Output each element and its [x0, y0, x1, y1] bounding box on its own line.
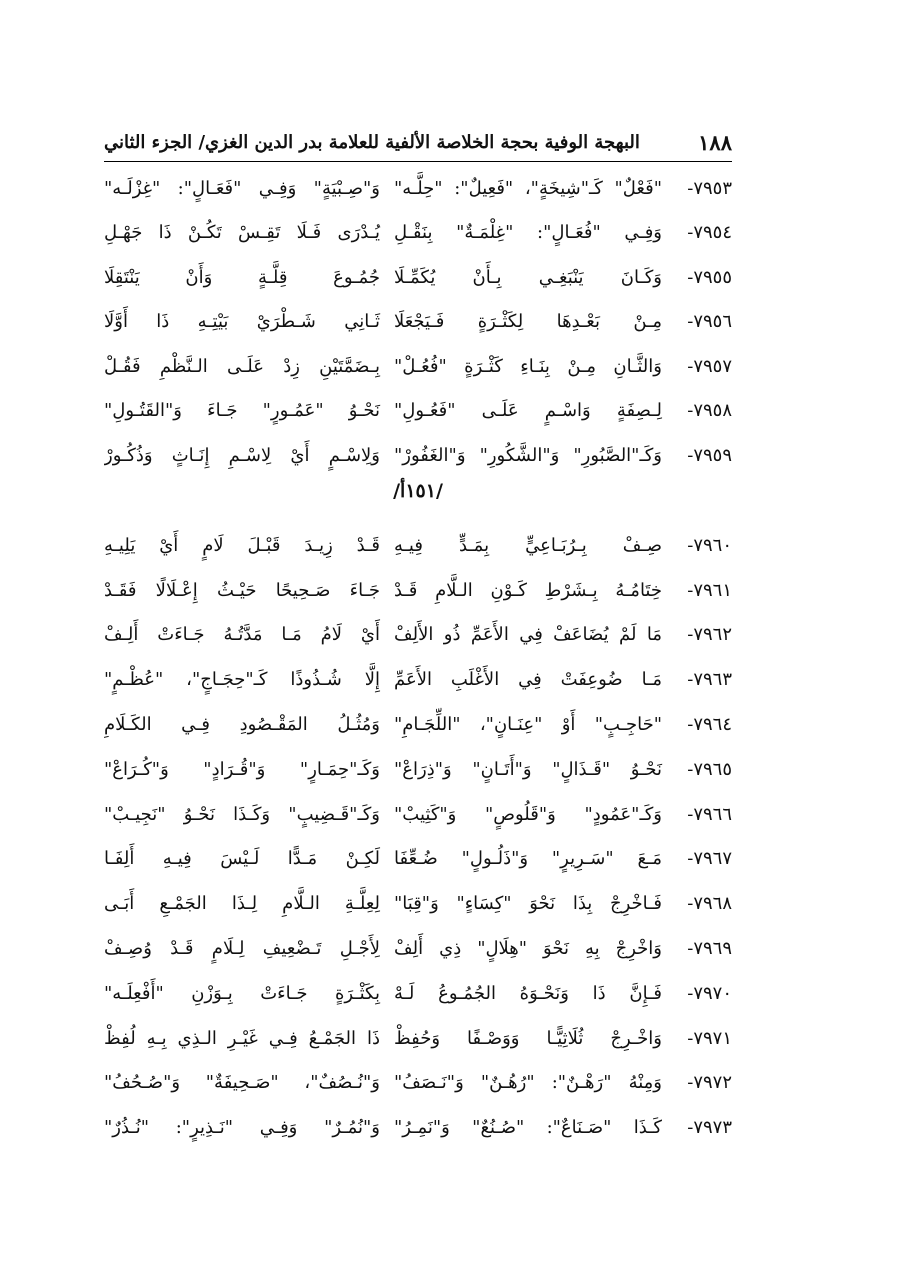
running-title: البهجة الوفية بحجة الخلاصة الألفية للعلامة بدر الدين الغزي/ الجزء الثاني [104, 131, 640, 153]
verse-line [104, 433, 732, 478]
verse-number: ٧٩٦٩- [687, 938, 732, 960]
verse-block-top [104, 166, 732, 478]
verse-line [104, 837, 732, 882]
verse-line [104, 523, 732, 568]
first-hemistich: خِتَامُـهُ بِـشَرْطِ كَـوْنِ الـلَّامِ قَـدْ [394, 579, 662, 601]
verse-line [104, 344, 732, 389]
verse-number: ٧٩٦٠- [687, 534, 732, 556]
verse-number: ٧٩٦٥- [687, 758, 732, 780]
verse-line [104, 568, 732, 613]
verse-number: ٧٩٥٣- [687, 177, 732, 199]
first-hemistich: مَا لَمْ يُضَاعَفْ فِي الأَعَمِّ ذُو الأَلِفْ [394, 624, 662, 646]
second-hemistich: إِلَّا شُـذُوذًا كَـ"حِجَـاجٍ"، "عُظْـمٍ" [104, 669, 380, 691]
first-hemistich: وَكَـ"الصَّبُورِ" وَ"الشَّكُورِ" وَ"الغَفُورْ" [394, 444, 662, 466]
verse-line [104, 657, 732, 702]
verse-line [104, 613, 732, 658]
first-hemistich: وَكَـانَ يَنْبَغِـي بِـأَنْ يُكَمِّـلَا [394, 266, 662, 288]
page-number: ١٨٨ [698, 129, 732, 155]
second-hemistich: جُمُـوعَ قِلَّـةٍ وَأَنْ يَنْتَقِلَا [104, 266, 380, 288]
verse-number: ٧٩٥٤- [687, 222, 732, 244]
first-hemistich: وَكَـ"عَمُودٍ" وَ"قَلُوصٍ" وَ"كَثِيبْ" [394, 803, 662, 825]
verse-number: ٧٩٥٦- [687, 311, 732, 333]
second-hemistich: ثَـانِي شَـطْرَيْ بَيْتِـهِ ذَا أَوَّلَا [104, 311, 380, 333]
first-hemistich: فَـاخْرِجْ بِذَا نَحْوَ "كِسَاءٍ" وَ"قِبَا" [394, 893, 662, 915]
verse-line [104, 255, 732, 300]
first-hemistich: لِـصِفَةٍ وَاسْـمٍ عَلَـى "فَعُـولِ" [394, 400, 662, 422]
second-hemistich: ذَا الجَمْـعُ فِـي غَيْـرِ الـذِي بِـهِ لُفِظْ [104, 1027, 380, 1049]
verse-block-bottom [104, 523, 732, 1150]
second-hemistich: وَ"نُـصُفٌ"، "صَـحِيفَةٌ" وَ"صُـحُفُ" [104, 1072, 380, 1094]
verse-line [104, 702, 732, 747]
verse-line [104, 881, 732, 926]
first-hemistich: وَاخْرِجْ بِهِ نَحْوَ "هِلَالٍ" ذِي أَلِفْ [394, 938, 662, 960]
first-hemistich: مَـعَ "سَـرِيرٍ" وَ"ذَلُـولٍ" ضُـعِّفَا [394, 848, 662, 870]
verse-line [104, 300, 732, 345]
second-hemistich: بِـضَمَّتَيْنِ زِدْ عَلَـى الـنَّظْمِ فَقُـلْ [104, 355, 380, 377]
first-hemistich: مِـنْ بَعْـدِهَا لِكَثْـرَةٍ فَـيَجْعَلَا [394, 311, 662, 333]
header-rule [104, 161, 732, 162]
first-hemistich: صِـفْ بِـرُبَـاعِيٍّ بِمَـدٍّ فِيـهِ [394, 534, 662, 556]
second-hemistich: لِعِلَّـةِ الـلَّامِ لِـذَا الجَمْـعِ أَبَـى [104, 893, 380, 915]
second-hemistich: بِكَثْـرَةٍ جَـاءَتْ بِـوَزْنِ "أَفْعِلَـه" [104, 982, 380, 1004]
first-hemistich: مَـا ضُوعِفَتْ فِي الأَغْلَبِ الأَعَمِّ [394, 669, 662, 691]
verse-number: ٧٩٦١- [687, 579, 732, 601]
running-header [104, 124, 732, 160]
verse-number: ٧٩٧٠- [687, 982, 732, 1004]
verse-line [104, 1061, 732, 1106]
verse-number: ٧٩٦٧- [687, 848, 732, 870]
verse-number: ٧٩٦٤- [687, 714, 732, 736]
first-hemistich: فَـإِنَّ ذَا وَنَحْـوَهُ الجُمُـوعُ لَـهْ [394, 982, 662, 1004]
verse-number: ٧٩٥٨- [687, 400, 732, 422]
first-hemistich: وَمِنْهُ "رَهْـنٌ": "رُهُـنٌ" وَ"نَـصَفُ" [394, 1072, 662, 1094]
second-hemistich: لِأَجْـلِ تَـضْعِيفِ لِـلَامٍ قَـدْ وُصِـفْ [104, 938, 380, 960]
first-hemistich: وَاخْـرِجْ ثُلَاثِيًّـا وَوَصْـفًا وَحُفِظْ [394, 1027, 662, 1049]
verse-number: ٧٩٦٦- [687, 803, 732, 825]
second-hemistich: وَكَـ"حِمَـارٍ" وَ"قُـرَادٍ" وَ"كُـرَاعْ" [104, 758, 380, 780]
second-hemistich: أَيْ لَامُ مَـا مَدَّتُـهُ جَـاءَتْ أَلِـفْ [104, 624, 380, 646]
second-hemistich: وَلِاسْـمٍ أَيْ لِاسْـمِ إِنَـاثٍ وَذُكُـورْ [104, 444, 380, 466]
verse-line [104, 792, 732, 837]
verse-line [104, 971, 732, 1016]
verse-number: ٧٩٥٧- [687, 355, 732, 377]
second-hemistich: يُـدْرَى فَـلَا تَقِـسْ تَكُـنْ ذَا جَهْـلِ [104, 222, 380, 244]
verse-line [104, 389, 732, 434]
verse-line [104, 1105, 732, 1150]
second-hemistich: وَمُثُـلُ المَقْـصُودِ فِـي الكَـلَامِ [104, 714, 380, 736]
verse-number: ٧٩٧٣- [687, 1117, 732, 1139]
verse-number: ٧٩٦٢- [687, 624, 732, 646]
verse-line [104, 211, 732, 256]
verse-line [104, 166, 732, 211]
verse-number: ٧٩٦٨- [687, 893, 732, 915]
second-hemistich: لَكِـنْ مَـدًّا لَـيْسَ فِيـهِ أَلِفَـا [104, 848, 380, 870]
second-hemistich: وَ"نُمُـرٌ" وَفِـي "نَـذِيرٍ": "نُـذُرٌ" [104, 1117, 380, 1139]
verse-line [104, 926, 732, 971]
first-hemistich: وَالثَّـانِ مِـنْ بِنَـاءِ كَثْـرَةٍ "فُعُـلْ" [394, 355, 662, 377]
second-hemistich: جَـاءَ صَـحِيحًا حَيْـثُ إِعْـلَالًا فَقَـدْ [104, 579, 380, 601]
second-hemistich: وَ"صِـبْيَةٍ" وَفِـي "فَعَـالٍ": "غِزْلَـه" [104, 177, 380, 199]
verse-line [104, 747, 732, 792]
second-hemistich: نَحْـوُ "عَمُـورٍ" جَـاءَ وَ"القَتُـولِ" [104, 400, 380, 422]
verse-number: ٧٩٦٣- [687, 669, 732, 691]
first-hemistich: وَفِـي "فُعَـالٍ": "غِلْمَـةٌ" بِنَقْـلِ [394, 222, 662, 244]
verse-line [104, 1016, 732, 1061]
first-hemistich: "فَعْلٌ" كَـ"شِيخَةٍ"، "فَعِيلٌ": "حِلَّـه" [394, 177, 662, 199]
second-hemistich: قَـدْ زِيـدَ قَبْـلَ لَامٍ أَيْ يَلِيـهِ [104, 534, 380, 556]
first-hemistich: كَـذَا "صَـنَاعٌ": "صُـنُعٌ" وَ"نَمِـرُ" [394, 1117, 662, 1139]
first-hemistich: نَحْـوُ "قَـذَالٍ" وَ"أَتَـانٍ" وَ"ذِرَاعْ" [394, 758, 662, 780]
folio-marker: /١٥١أ/ [393, 480, 443, 502]
verse-number: ٧٩٥٥- [687, 266, 732, 288]
verse-number: ٧٩٧٢- [687, 1072, 732, 1094]
first-hemistich: "حَاجِـبٍ" أَوْ "عِنَـانٍ"، "اللِّجَـامِ" [394, 714, 662, 736]
verse-number: ٧٩٧١- [687, 1027, 732, 1049]
verse-number: ٧٩٥٩- [687, 444, 732, 466]
second-hemistich: وَكَـ"قَـضِيبٍ" وَكَـذَا نَحْـوُ "نَجِيـبْ" [104, 803, 380, 825]
